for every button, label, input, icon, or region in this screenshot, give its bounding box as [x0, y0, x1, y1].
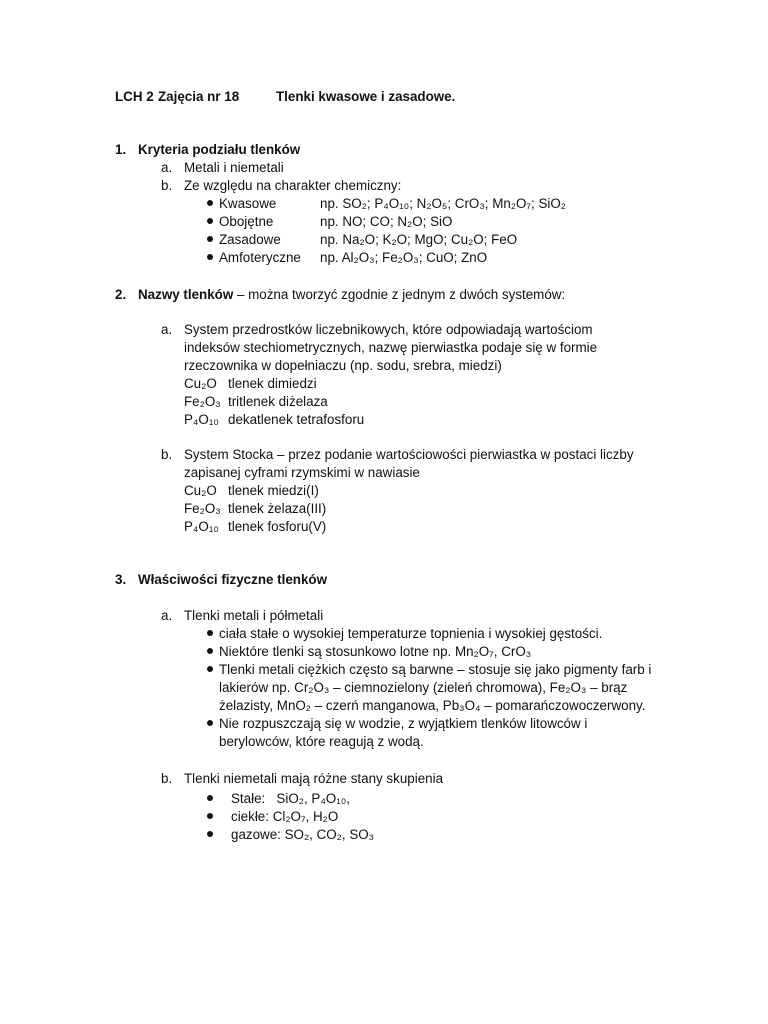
bullet-text-continued: berylowców, które reagują z wodą. [219, 734, 424, 749]
paragraph-line: zapisanej cyframi rzymskimi w nawiasie [184, 465, 420, 480]
section-1-a-text: Metali i niemetali [184, 160, 284, 175]
document-title: Tlenki kwasowe i zasadowe. [276, 89, 456, 104]
oxide-type-name: Obojętne [219, 214, 274, 229]
property-bullet [207, 625, 602, 643]
bullet-text-continued: żelazisty, MnO₂ – czerń manganowa, Pb₃O₄ – pomarańczowoczerwony. [219, 698, 646, 713]
property-bullet [207, 643, 531, 661]
oxide-type-item [207, 231, 281, 249]
example-formula: Cu₂O [184, 376, 217, 391]
section-1-number: 1. [115, 142, 127, 157]
bullet-text: Tlenki metali ciężkich często są barwne – stosuje się jako pigmenty farb i [219, 662, 652, 677]
state-value: Cl₂O₇, H₂O [272, 809, 339, 824]
example-formula: Fe₂O₃ [184, 394, 221, 409]
section-1-b-text: Ze względu na charakter chemiczny: [184, 178, 402, 193]
session-number: Zajęcia nr 18 [158, 89, 240, 104]
section-2-title-rest: – można tworzyć zgodnie z jednym z dwóch systemów: [233, 287, 566, 302]
bullet-text: ciała stałe o wysokiej temperaturze topnienia i wysokiej gęstości. [219, 626, 603, 641]
oxide-type-item [207, 195, 276, 213]
example-formula: P₄O₁₀ [184, 412, 219, 427]
bullet-text-continued: lakierów np. Cr₂O₃ – ciemnozielony (zieleń chromowa), Fe₂O₃ – brąz [219, 680, 628, 695]
section-3-b-mark: b. [161, 771, 173, 786]
oxide-type-item [207, 249, 301, 267]
bullet-icon [207, 200, 213, 206]
bullet-icon [207, 831, 213, 837]
example-name: tlenek miedzi(I) [228, 483, 319, 498]
paragraph-line: System Stocka – przez podanie wartościowości pierwiastka w postaci liczby [184, 447, 634, 462]
section-3-a-text: Tlenki metali i półmetali [184, 608, 324, 623]
paragraph-line: System przedrostków liczebnikowych, które odpowiadają wartościom [184, 322, 593, 337]
state-bullet [207, 808, 338, 826]
example-formula: Cu₂O [184, 483, 217, 498]
oxide-type-examples: np. NO; CO; N₂O; SiO [320, 214, 453, 229]
oxide-type-examples: np. Al₂O₃; Fe₂O₃; CuO; ZnO [320, 250, 488, 265]
oxide-type-name: Kwasowe [219, 196, 277, 211]
bullet-icon [207, 236, 213, 242]
example-name: tritlenek diżelaza [228, 394, 328, 409]
oxide-type-examples: np. Na₂O; K₂O; MgO; Cu₂O; FeO [320, 232, 518, 247]
course-code: LCH 2 [115, 89, 154, 104]
state-label: Stałe: [231, 791, 266, 806]
section-3-a-mark: a. [161, 608, 173, 623]
oxide-type-name: Zasadowe [219, 232, 281, 247]
property-bullet [207, 661, 651, 679]
section-2-title: Nazwy tlenków [138, 287, 234, 302]
paragraph-line: rzeczownika w dopełniaczu (np. sodu, srebra, miedzi) [184, 358, 502, 373]
paragraph-line: indeksów stechiometrycznych, nazwę pierwiastka podaje się w formie [184, 340, 598, 355]
oxide-type-name: Amfoteryczne [219, 250, 301, 265]
state-value: SO₂, CO₂, SO₃ [284, 827, 375, 842]
example-formula: Fe₂O₃ [184, 501, 221, 516]
bullet-icon [207, 218, 213, 224]
section-3-title: Właściwości fizyczne tlenków [138, 572, 328, 587]
bullet-icon [207, 648, 213, 654]
section-3-number: 3. [115, 572, 127, 587]
bullet-icon [207, 254, 213, 260]
state-label: ciekłe: [231, 809, 269, 824]
bullet-icon [207, 630, 213, 636]
section-2-number: 2. [115, 287, 127, 302]
bullet-icon [207, 795, 213, 801]
state-bullet [207, 790, 350, 808]
oxide-type-item [207, 213, 273, 231]
section-2-b-mark: b. [161, 447, 173, 462]
bullet-icon [207, 666, 213, 672]
section-1-title: Kryteria podziału tlenków [138, 142, 301, 157]
example-name: tlenek dimiedzi [228, 376, 317, 391]
state-value: SiO₂, P₄O₁₀, [276, 791, 350, 806]
property-bullet [207, 715, 587, 733]
example-name: tlenek fosforu(V) [228, 519, 327, 534]
example-formula: P₄O₁₀ [184, 519, 219, 534]
example-name: dekatlenek tetrafosforu [228, 412, 365, 427]
oxide-type-examples: np. SO₂; P₄O₁₀; N₂O₅; CrO₃; Mn₂O₇; SiO₂ [320, 196, 566, 211]
section-1-a-mark: a. [161, 160, 173, 175]
section-2-a-mark: a. [161, 322, 173, 337]
bullet-icon [207, 720, 213, 726]
state-label: gazowe: [231, 827, 281, 842]
section-3-b-text: Tlenki niemetali mają różne stany skupienia [184, 771, 444, 786]
section-1-b-mark: b. [161, 178, 173, 193]
bullet-text: Nie rozpuszczają się w wodzie, z wyjątkiem tlenków litowców i [219, 716, 588, 731]
bullet-icon [207, 813, 213, 819]
state-bullet [207, 826, 374, 844]
section-2-heading [138, 286, 565, 304]
bullet-text: Niektóre tlenki są stosunkowo lotne np. Mn₂O₇, CrO₃ [219, 644, 532, 659]
example-name: tlenek żelaza(III) [228, 501, 327, 516]
